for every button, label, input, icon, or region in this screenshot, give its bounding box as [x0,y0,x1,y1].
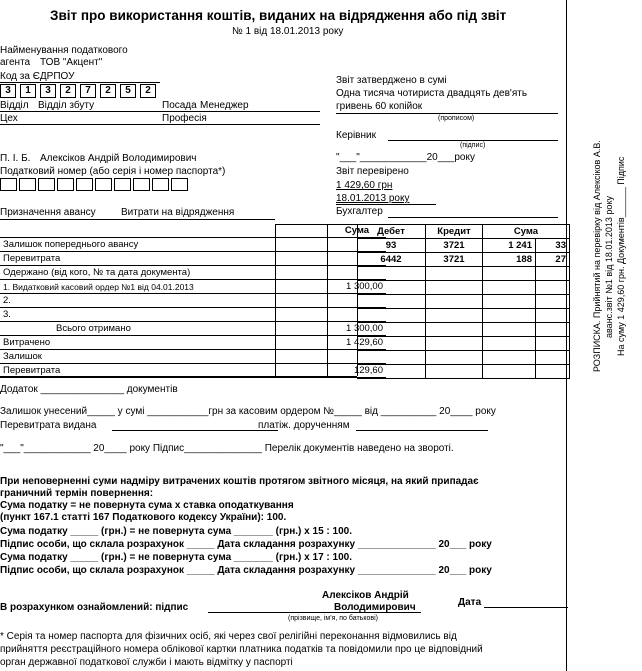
pib-value: Алексіков Андрій Володимирович [40,153,197,164]
table-row [0,336,386,350]
table-row [0,252,386,266]
accounting-sum-kop [536,295,570,309]
overspend-label: Перевитрата видана [0,420,97,431]
row-value: 1 300,00 [328,280,387,294]
row-label: Перевитрата [0,252,328,266]
accounting-sum-kop: 27 [536,253,570,267]
edrpou-digit: 2 [60,84,76,98]
department-value: Відділ збуту [38,100,95,111]
tax-calc-line: При неповерненні суми надміру витрачених коштів протягом звітного місяця, на який припадає [0,476,479,487]
table-row [357,337,570,351]
table-row [357,365,570,379]
tax-calc-line: Сума податку _____ (грн.) = не повернута сума _______ (грн.) х 15 : 100. [0,526,352,537]
approval-date: "___"____________20___року [336,152,475,163]
purpose-label: Призначення авансу [0,207,96,218]
accounting-debit [357,323,426,337]
signature-caption: (підпис) [460,142,486,149]
table-row [357,295,570,309]
accounting-credit: 3721 [426,239,483,253]
accounting-sum-uah [483,309,536,323]
accounting-debit [357,267,426,281]
edrpou-digit: 2 [140,84,156,98]
tax-calc-line: Підпис особи, що склала розрахунок _____ Дата складання розрахунку ______________ 20___ року [0,539,492,550]
table-row [0,238,386,252]
accounting-entries-table [357,224,570,379]
page-title: Звіт про використання коштів, виданих на відрядження або під звіт [50,8,507,23]
accounting-header-row [357,225,570,239]
edrpou-digit: 1 [20,84,36,98]
accounting-header: Кредит [426,225,483,239]
remainder-line: Залишок унесений_____ у сумі ___________грн за касовим ордером №_____ від __________ 20____ року [0,406,496,417]
receipt-line-3: На суму 1 429,60 грн. Документів______ Підпис [616,156,626,356]
appendix-line: Додаток _______________ документів [0,384,178,395]
row-label: Всього отримано [0,322,328,336]
row-label: Одержано (від кого, № та дата документа) [0,266,328,280]
edrpou-label: Код за ЄДРПОУ [0,71,75,82]
accounting-credit [426,323,483,337]
table-row [357,253,570,267]
table-row [357,309,570,323]
accounting-credit [426,365,483,379]
accounting-header: Дебет [357,225,426,239]
tax-calc-line: (пункт 167.1 статті 167 Податкового кодексу України): 100. [0,512,287,523]
row-label: Витрачено [0,336,328,350]
agent-value: ТОВ "Акцент" [40,57,103,68]
tax-number-label: Податковий номер (або серія і номер паспорта*) [0,166,226,177]
accounting-credit [426,351,483,365]
accounting-debit [357,365,426,379]
accounting-sum-uah [483,267,536,281]
shop-label: Цех [0,113,18,124]
accounting-sum-uah [483,337,536,351]
accounting-header: Сума [483,225,570,239]
tax-calc-line: Сума податку = не повернута сума х ставка оподаткування [0,500,294,511]
edrpou-digit: 3 [40,84,56,98]
row-label: 3. [0,308,328,322]
sum-header: Сума [328,224,387,238]
tax-number-box [19,178,36,191]
accounting-debit [357,309,426,323]
row-label: 2. [0,294,328,308]
accounting-sum-kop [536,281,570,295]
accounting-sum-uah: 188 [483,253,536,267]
name-caption: (прізвище, ім'я, по батькові) [288,615,378,622]
employee-name-1: Алексіков Андрій [322,590,409,601]
table-row [0,294,386,308]
tax-number-box [114,178,131,191]
table-row [0,280,386,294]
footnote-2: прийняття реєстраційного номера облікової картки платника податків та повідомили про це відповідний [0,644,483,655]
checked-date: 18.01.2013 року [336,193,410,204]
agent-label-2: агента [0,57,31,68]
edrpou-digit: 2 [100,84,116,98]
accounting-debit [357,295,426,309]
accounting-debit [357,337,426,351]
tax-number-box [0,178,17,191]
tax-calc-line: граничний термін повернення: [0,488,154,499]
accounting-sum-uah [483,281,536,295]
accounting-sum-kop [536,351,570,365]
accounting-sum-kop: 33 [536,239,570,253]
position-value: Менеджер [200,100,249,111]
accountant-label: Бухгалтер [336,206,383,217]
position-label: Посада [162,100,197,111]
accounting-sum-uah [483,295,536,309]
row-label: Перевитрата [0,364,328,378]
tax-number-box [76,178,93,191]
row-value: 1 300,00 [328,322,387,336]
table-row [0,350,386,364]
table-row [357,351,570,365]
footnote-3: орган державної податкової служби і мають відмітку у паспорті [0,657,293,668]
accounting-sum-kop [536,337,570,351]
accounting-debit [357,281,426,295]
signature-line: "___"____________ 20____ року Підпис______________ Перелік документів наведено на звороті. [0,443,454,454]
amount-words-2: гривень 60 копійок [336,101,423,112]
department-label: Відділ [0,100,29,111]
row-label: Залишок [0,350,328,364]
tax-number-box [38,178,55,191]
receipt-line-2: аванс.звіт №1 від 18.01.2013 року [604,196,614,338]
accounting-credit [426,309,483,323]
edrpou-digit: 7 [80,84,96,98]
tax-number-box [57,178,74,191]
accounting-debit [357,351,426,365]
agent-label-1: Найменування податкового [0,45,128,56]
checked-label: Звіт перевірено [336,166,409,177]
in-words-caption: (прописом) [438,115,475,122]
table-row [0,308,386,322]
accounting-sum-kop [536,309,570,323]
table-row [0,266,386,280]
accounting-credit: 3721 [426,253,483,267]
tax-number-box [171,178,188,191]
checked-sum: 1 429,60 грн [336,180,393,191]
accounting-credit [426,267,483,281]
approved-label: Звіт затверджено в сумі [336,75,447,86]
accounting-credit [426,337,483,351]
advance-table [0,224,386,378]
accounting-sum-kop [536,267,570,281]
accounting-debit: 93 [357,239,426,253]
date-label: Дата [458,597,482,608]
accounting-sum-uah [483,323,536,337]
profession-label: Професія [162,113,207,124]
tax-number-box [152,178,169,191]
row-label: 1. Видатковий касовий ордер №1 від 04.01.2013 [0,280,328,294]
accounting-sum-uah [483,351,536,365]
table-row [357,281,570,295]
tax-number-box [95,178,112,191]
table-row [0,322,386,336]
row-value: 1 429,60 [328,336,387,350]
amount-words-1: Одна тисяча чотириста двадцять дев'ять [336,88,528,99]
accounting-credit [426,281,483,295]
edrpou-digit: 3 [0,84,16,98]
report-number: № 1 від 18.01.2013 року [232,26,344,37]
table-row [357,323,570,337]
accounting-sum-kop [536,323,570,337]
receipt-line-1: РОЗПИСКА. Прийнятий на перевірку від Алексіков А.В. [592,140,602,372]
employee-name-2: Володимирович [334,602,416,613]
accounting-sum-kop [536,365,570,379]
table-row [357,267,570,281]
tax-calc-line: Сума податку _____ (грн.) = не повернута сума _______ (грн.) х 17 : 100. [0,552,352,563]
accounting-debit: 6442 [357,253,426,267]
row-label: Залишок попереднього авансу [0,238,328,252]
pib-label: П. І. Б. [0,153,31,164]
acquainted-label: В розрахунком ознайомлений: підпис [0,602,189,613]
edrpou-digit: 5 [120,84,136,98]
payment-order-label: платіж. дорученням [258,420,350,431]
head-label: Керівник [336,130,376,141]
footnote-1: * Серія та номер паспорта для фізичних осіб, які через свої релігійні переконання відмовились від [0,631,457,642]
table-row [357,239,570,253]
accounting-sum-uah: 1 241 [483,239,536,253]
accounting-sum-uah [483,365,536,379]
tax-number-box [133,178,150,191]
accounting-credit [426,295,483,309]
purpose-value: Витрати на відрядження [121,207,235,218]
row-value: 129,60 [328,364,387,378]
tax-calc-line: Підпис особи, що склала розрахунок _____ Дата складання розрахунку ______________ 20___ року [0,565,492,576]
